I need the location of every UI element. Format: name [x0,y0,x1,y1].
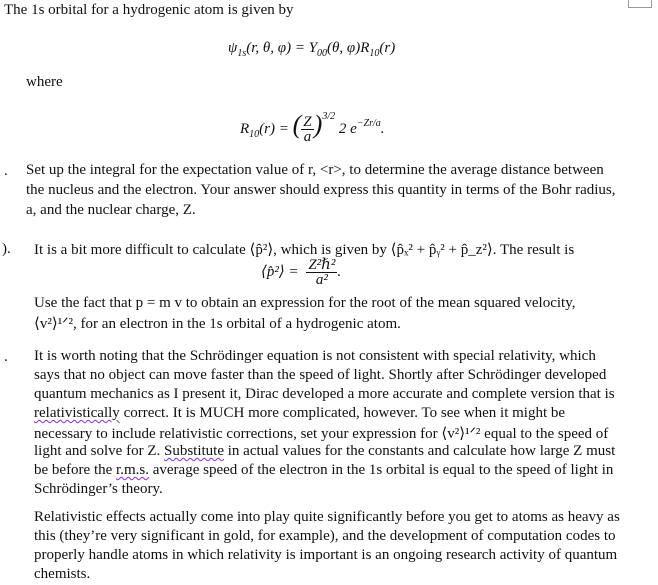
partD-line-4: chemists. [34,566,91,582]
partB-equation [261,258,341,287]
partB-eq-fraction [306,258,337,287]
eq2-power: 3/2 [322,111,336,122]
partB-line-3: ⟨v²⟩¹ᐟ², for an electron in the 1s orbital of a hydrogenic atom. [34,316,401,332]
partA-line-3: a, and the nuclear charge, Z. [26,202,196,218]
partB-eq-den: a² [315,272,328,288]
eq2-num: Z [303,114,312,131]
eq2-fraction [301,115,313,144]
eq2-lhs: (r) = [259,121,289,137]
partC-line-6-c: in actual values for the constants and calculate how large Z must [224,443,616,459]
partB-eq-lhs: ⟨p̂²⟩ = [261,263,299,280]
eq1-tail: (r) [379,40,396,56]
partC-line-4-rest: correct. It is MUCH more complicated, however. To see when it might be [119,405,566,421]
partC-line-2: says that no object can move faster than the speed of light. Shortly after Schrödinger developed [34,367,607,383]
partC-line-1: It is worth noting that the Schrödinger equation is not consistent with special relativity, which [34,348,596,364]
eq2-body: 2 e [338,121,357,137]
partB-marker: ). [2,241,11,257]
where-label: where [26,74,63,90]
spellcheck-substitute: Substitute [163,443,224,459]
eq1-psi: ψ [228,40,238,56]
partC-line-7-c: average speed of the electron in the 1s orbital is equal to the speed of light in [148,462,614,478]
partC-line-3: quantum mechanics as I present it, Dirac developed a more accurate and complete version that is [34,386,615,402]
partC-line-8: Schrödinger’s theory. [34,481,163,497]
partA-line-2: the nucleus and the electron. Your answer should express this quantity in terms of the Bohr radius, [26,182,616,198]
equation-psi-1s [228,40,395,57]
eq2-r-sub: 10 [249,129,260,140]
partC-line-6 [34,443,615,460]
eq2-end: . [380,121,385,137]
partC-line-7 [34,462,613,479]
partA-line-1: Set up the integral for the expectation value of r, <r>, to determine the average distance between [26,162,604,178]
eq1-mid: (θ, φ)R [327,40,370,56]
eq2-r: R [240,121,250,137]
partB-eq-end: . [337,263,342,280]
partD-line-3: properly handle atoms in which relativity is important is an ongoing research activity of quantum [34,547,618,563]
eq1-r-sub: 10 [369,48,380,59]
eq2-open-paren: ( [292,110,302,139]
partB-line-1: It is a bit more difficult to calculate ⟨p̂²⟩, which is given by ⟨p̂ₓ² + p̂ᵧ² + p̂_z²⟩. The result is [34,242,575,258]
eq1-y-sub: 00 [317,48,328,59]
partB-eq-num: Z²ℏ² [308,257,336,273]
eq2-close-paren: ) [313,110,323,139]
spellcheck-rms: r.m.s. [116,462,149,478]
partC-line-5: necessary to include relativistic corrections, set your expression for ⟨v²⟩¹ᐟ² equal to the speed of [34,426,609,442]
partD-line-2: this (they’re very significant in gold, for example), and the development of computation codes to [34,528,616,544]
eq1-psi-sub: 1s [237,48,247,59]
equation-r10 [240,110,385,144]
window-corner-tab [628,0,652,8]
eq1-args: (r, θ, φ) = Y [246,40,318,56]
intro-text: The 1s orbital for a hydrogenic atom is given by [4,2,294,18]
eq2-den: a [303,129,312,146]
partD-line-1: Relativistic effects actually come into play quite significantly before you get to atoms as heavy as [34,509,620,525]
partC-line-7-a: be before the [34,462,117,478]
partC-marker: . [4,349,8,365]
partC-line-4 [34,405,565,422]
eq2-exp: −Zr/a [356,118,381,129]
partC-line-6-a: light and solve for Z. [34,443,164,459]
spellcheck-relativistically: relativistically [34,405,120,421]
partA-marker: . [4,163,8,179]
partB-line-2: Use the fact that p = m v to obtain an expression for the root of the mean squared velocity, [34,295,576,311]
